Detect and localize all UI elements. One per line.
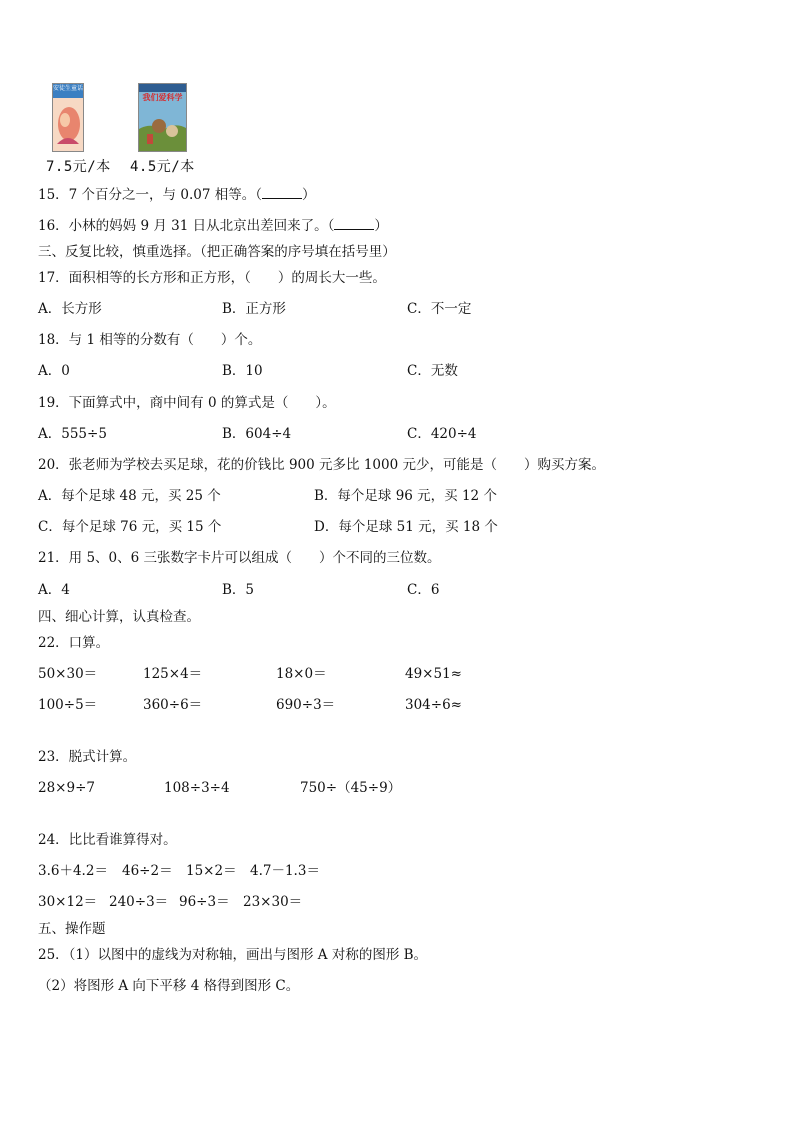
question-16: [38, 219, 388, 234]
question-18-option-b[interactable]: B．10: [222, 363, 263, 379]
question-21-option-c[interactable]: C．6: [407, 582, 440, 598]
calc-item: 240÷3＝: [109, 894, 169, 910]
question-17-option-a[interactable]: A．长方形: [38, 301, 102, 317]
question-15: [38, 188, 315, 203]
stepwise-calc-item: 750÷（45÷9）: [300, 780, 402, 796]
question-19-option-c[interactable]: C．420÷4: [407, 426, 477, 442]
oral-calc-item: 50×30＝: [38, 666, 98, 682]
question-15-close: ）: [301, 187, 316, 203]
calc-item: 96÷3＝: [179, 894, 230, 910]
calc-item: 23×30＝: [243, 894, 303, 910]
section-5-heading: 五、操作题: [38, 921, 106, 937]
calc-item: 4.7－1.3＝: [250, 863, 320, 879]
oral-calc-item: 49×51≈: [405, 666, 462, 682]
answer-blank[interactable]: [262, 188, 302, 199]
question-18-stem: 18．与 1 相等的分数有（ ）个。: [38, 332, 262, 348]
question-16-text: 16．小林的妈妈 9 月 31 日从北京出差回来了。（: [38, 218, 335, 234]
oral-calc-item: 690÷3＝: [276, 697, 336, 713]
question-19-option-b[interactable]: B．604÷4: [222, 426, 292, 442]
question-16-close: ）: [374, 218, 388, 234]
question-20-option-a[interactable]: A．每个足球 48 元，买 25 个: [38, 488, 221, 504]
oral-calc-item: 125×4＝: [143, 666, 203, 682]
question-20-option-c[interactable]: C．每个足球 76 元，买 15 个: [38, 519, 222, 535]
question-25-part-1: 25．（1）以图中的虚线为对称轴，画出与图形 A 对称的图形 B。: [38, 947, 428, 963]
question-19-option-a[interactable]: A．555÷5: [38, 426, 107, 442]
question-19-stem: 19．下面算式中，商中间有 0 的算式是（ ）。: [38, 395, 336, 411]
book-cover-science: [138, 83, 187, 152]
price-science: 4.5元/本: [130, 159, 195, 175]
question-17-option-c[interactable]: C．不一定: [407, 301, 472, 317]
oral-calc-item: 100÷5＝: [38, 697, 98, 713]
question-21-option-b[interactable]: B．5: [222, 582, 255, 598]
question-22-title: 22．口算。: [38, 635, 110, 651]
oral-calc-item: 360÷6＝: [143, 697, 203, 713]
calc-item: 46÷2＝: [122, 863, 173, 879]
book-title-science: 我们爱科学: [142, 93, 183, 102]
question-23-title: 23．脱式计算。: [38, 749, 137, 765]
question-21-option-a[interactable]: A．4: [38, 582, 70, 598]
section-3-heading: 三、反复比较，慎重选择。（把正确答案的序号填在括号里）: [38, 244, 396, 260]
question-20-stem: 20．张老师为学校去买足球，花的价钱比 900 元多比 1000 元少，可能是（ ）购买方案。: [38, 457, 605, 473]
question-20-option-d[interactable]: D．每个足球 51 元，买 18 个: [314, 519, 498, 535]
calc-item: 3.6＋4.2＝: [38, 863, 108, 879]
question-17-option-b[interactable]: B．正方形: [222, 301, 286, 317]
calc-item: 15×2＝: [186, 863, 237, 879]
question-17-stem: 17．面积相等的长方形和正方形，（ ）的周长大一些。: [38, 270, 386, 286]
question-20-option-b[interactable]: B．每个足球 96 元，买 12 个: [314, 488, 497, 504]
calc-item: 30×12＝: [38, 894, 98, 910]
price-andersen: 7.5元/本: [46, 159, 111, 175]
question-18-option-a[interactable]: A．0: [38, 363, 70, 379]
question-18-option-c[interactable]: C．无数: [407, 363, 458, 379]
book-title-andersen: 安徒生童话: [53, 85, 84, 92]
question-24-title: 24．比比看谁算得对。: [38, 832, 177, 848]
question-15-text: 15．7 个百分之一，与 0.07 相等。（: [38, 187, 262, 203]
question-21-stem: 21．用 5、0、6 三张数字卡片可以组成（ ）个不同的三位数。: [38, 550, 441, 566]
oral-calc-item: 304÷6≈: [405, 697, 462, 713]
answer-blank[interactable]: [334, 219, 374, 230]
section-4-heading: 四、细心计算，认真检查。: [38, 609, 200, 625]
stepwise-calc-item: 28×9÷7: [38, 780, 95, 796]
book-cover-andersen: [52, 83, 84, 152]
question-25-part-2: （2）将图形 A 向下平移 4 格得到图形 C。: [38, 978, 300, 994]
oral-calc-item: 18×0＝: [276, 666, 327, 682]
stepwise-calc-item: 108÷3÷4: [164, 780, 230, 796]
